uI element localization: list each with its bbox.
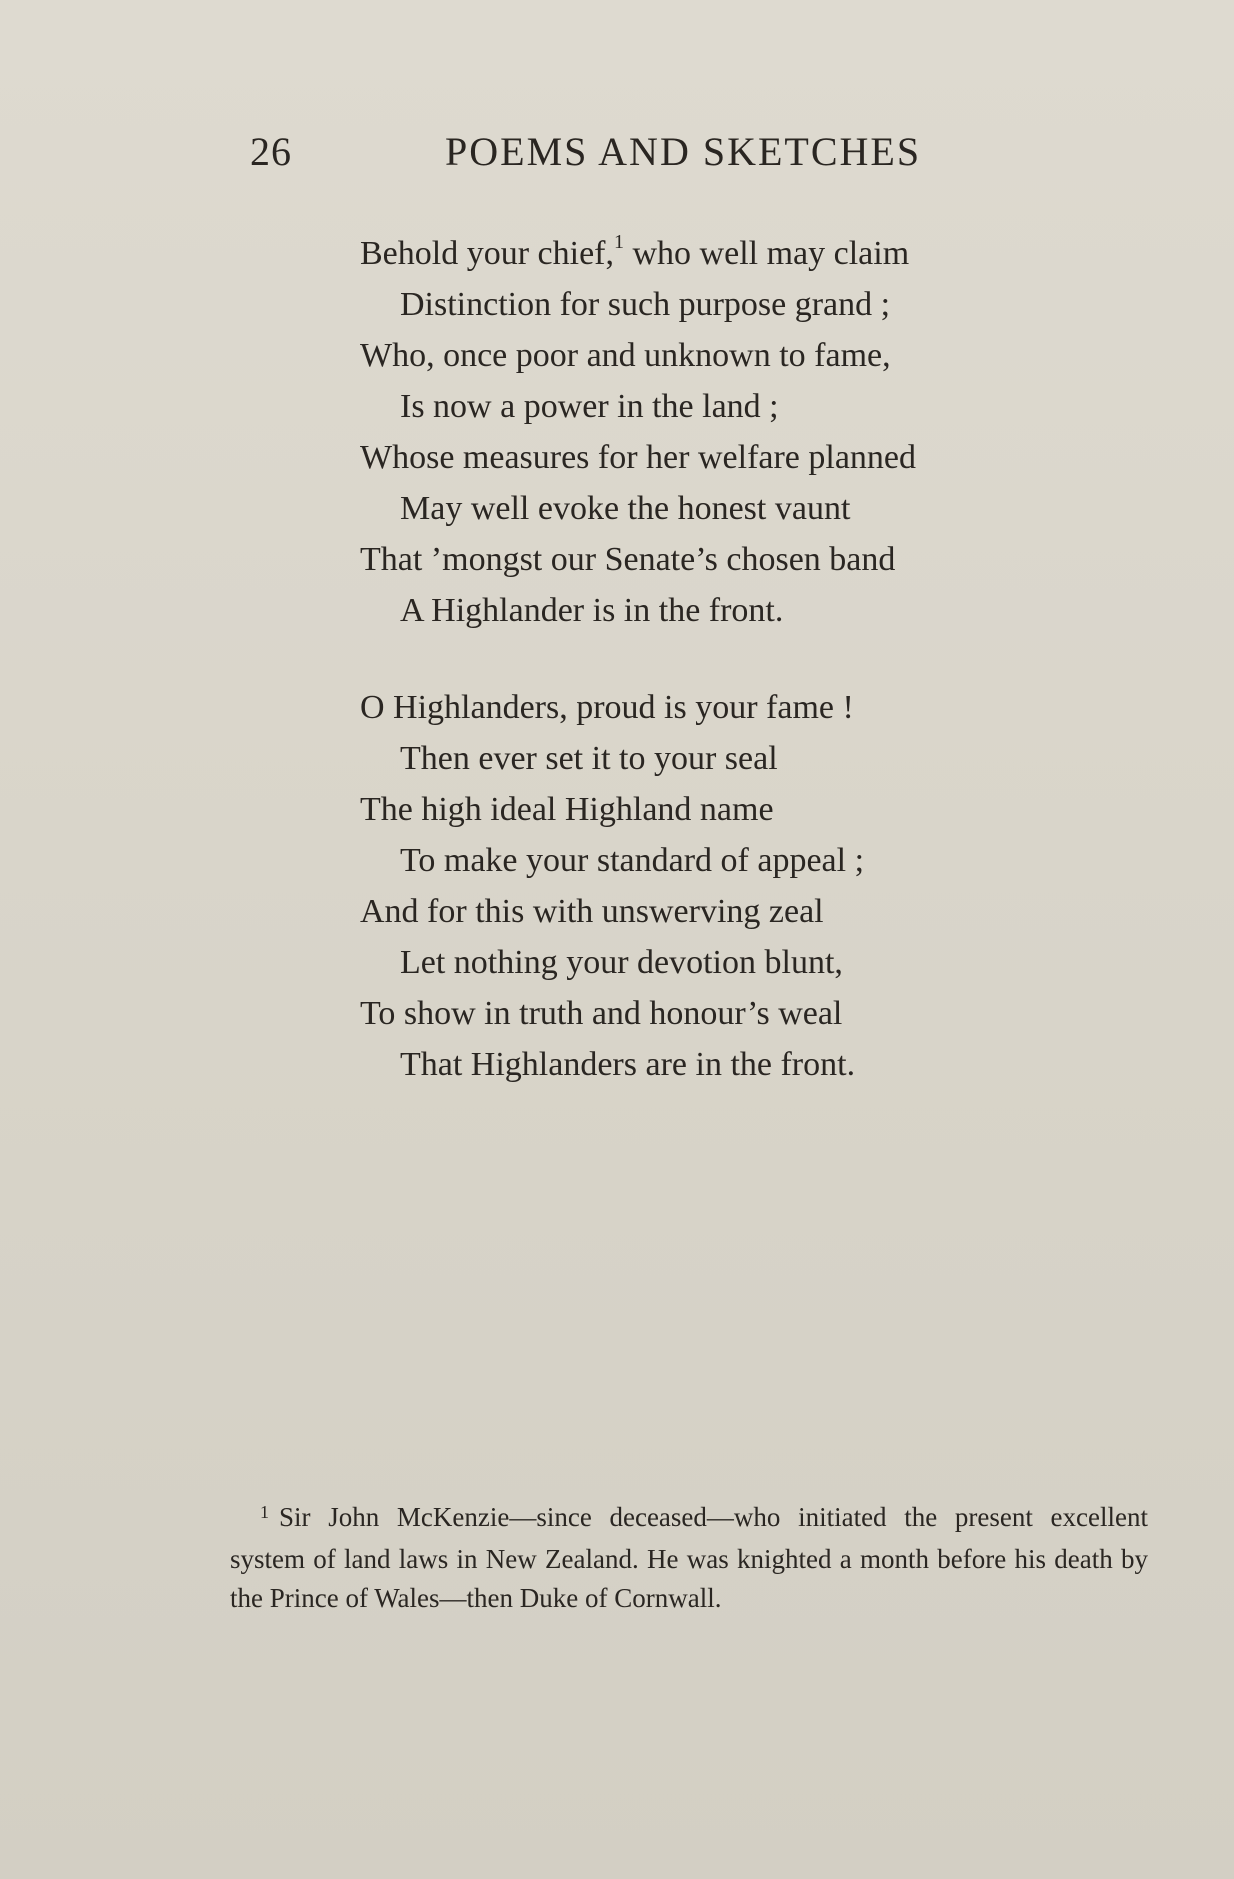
poem-line: That Highlanders are in the front. — [400, 1046, 856, 1083]
poem-line: Then ever set it to your seal — [400, 740, 778, 777]
running-title: POEMS AND SKETCHES — [445, 129, 922, 174]
poem-line: And for this with unswerving zeal — [360, 893, 824, 930]
footnote-text: Sir John McKenzie—since deceased—who initiated the present excellent system of land laws in New Zealand. He was knighted a month before his death by the Prince of Wales—then Duke of Cornwall. — [230, 1502, 1148, 1613]
footnote-reference: 1 — [614, 230, 624, 253]
poem-line: To make your standard of appeal ; — [400, 842, 865, 879]
poem-line: To show in truth and honour’s weal — [360, 995, 843, 1032]
stanza-1 — [360, 228, 1080, 636]
page-number: 26 — [250, 129, 292, 174]
poem-line: Let nothing your devotion blunt, — [400, 944, 843, 981]
poem-line: Is now a power in the land ; — [400, 388, 779, 425]
poem-line: May well evoke the honest vaunt — [400, 490, 851, 527]
poem-line: That ’mongst our Senate’s chosen band — [360, 541, 896, 578]
footnote-marker: 1 — [260, 1502, 269, 1522]
footnote — [230, 1498, 1148, 1618]
poem-line-text: Behold your chief, — [360, 235, 614, 272]
poem-line — [360, 228, 1080, 279]
poem-line: Who, once poor and unknown to fame, — [360, 337, 891, 374]
poem-line: A Highlander is in the front. — [400, 592, 784, 629]
poem-line: Distinction for such purpose grand ; — [400, 286, 891, 323]
stanza-2 — [360, 682, 1080, 1090]
poem — [360, 228, 1080, 1136]
footnote-body — [230, 1498, 1148, 1618]
poem-line-tail: who well may claim — [624, 235, 910, 272]
running-header — [250, 128, 990, 178]
poem-line: The high ideal Highland name — [360, 791, 774, 828]
poem-line: O Highlanders, proud is your fame ! — [360, 689, 854, 726]
poem-line: Whose measures for her welfare planned — [360, 439, 917, 476]
